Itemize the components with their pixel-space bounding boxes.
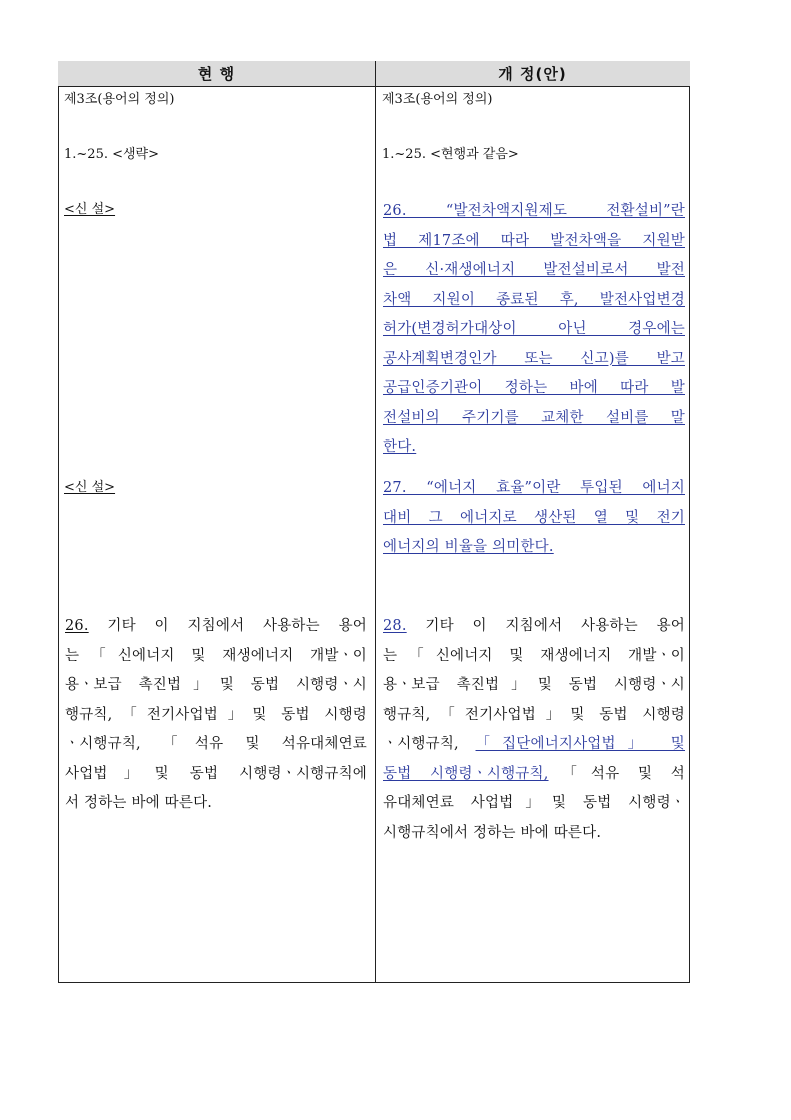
right-item-26-line: 허가(변경허가대상이 아닌 경우에는 — [383, 321, 685, 337]
right-item-28-line: 행규칙,「전기사업법」및 동법 시행령 — [383, 706, 685, 723]
right-article-title: 제3조(용어의 정의) — [382, 92, 493, 107]
right-item-28-line: 용ㆍ보급 촉진법」및 동법 시행령ㆍ시 — [383, 677, 685, 693]
right-item-28-line: 유대체연료 사업법」및 동법 시행령ㆍ — [383, 795, 685, 811]
right-item-28-inserted-text: 「집단에너지사업법」 및 — [475, 736, 685, 752]
right-item-26-line: 한다. — [383, 439, 417, 455]
right-item-1-25: 1.~25. <현행과 같음> — [382, 147, 519, 162]
right-item-27-new — [383, 474, 685, 563]
left-item-26-line: 는「신에너지 및 재생에너지 개발ㆍ이 — [65, 647, 367, 664]
left-item-26-line: 사업법」및 동법 시행령ㆍ시행규칙에 — [65, 765, 367, 782]
right-item-28 — [383, 612, 685, 848]
right-item-27-line: 에너지의 비율을 의미한다. — [383, 539, 554, 555]
header-amendment: 개 정(안) — [498, 65, 567, 83]
column-divider — [375, 61, 376, 983]
right-item-28-line: 동법 시행령ㆍ시행규칙,「석유 및 석 — [383, 765, 686, 782]
left-item-26-line: 26. 기타 이 지침에서 사용하는 용어 — [65, 618, 367, 634]
left-item-1-25: 1.~25. <생략> — [64, 147, 160, 162]
right-item-26-line: 은 신·재생에너지 발전설비로서 발전 — [383, 262, 685, 278]
left-item-26-number: 26. — [65, 618, 89, 634]
table-header — [58, 61, 690, 87]
right-item-26-line: 공급인증기관이 정하는 바에 따라 발 — [383, 380, 685, 396]
right-item-28-line: ㆍ시행규칙, 「집단에너지사업법」 및 — [383, 736, 685, 752]
left-item-26-line: 서 정하는 바에 따른다. — [65, 795, 213, 811]
right-item-28-line: 시행규칙에서 정하는 바에 따른다. — [383, 824, 602, 841]
left-new-placeholder-2: <신 설> — [64, 480, 116, 495]
right-item-26-line: 공사계획변경인가 또는 신고)를 받고 — [383, 350, 685, 367]
left-item-26-line: 용ㆍ보급 촉진법」및 동법 시행령ㆍ시 — [65, 677, 367, 693]
right-item-26-new — [383, 197, 685, 463]
right-item-26-line: 차액 지원이 종료된 후, 발전사업변경 — [383, 291, 685, 308]
right-item-28-number: 28. — [383, 618, 407, 634]
right-item-26-line: 전설비의 주기기를 교체한 설비를 말 — [383, 409, 685, 426]
right-item-26-line: 26. “발전차액지원제도 전환설비”란 — [383, 203, 685, 219]
right-item-28-line: 는「신에너지 및 재생에너지 개발ㆍ이 — [383, 647, 685, 664]
header-current: 현 행 — [197, 65, 236, 83]
right-item-28-inserted-text: 동법 시행령ㆍ시행규칙, — [383, 765, 549, 782]
left-article-title: 제3조(용어의 정의) — [64, 92, 175, 107]
right-item-28-line: 28. 기타 이 지침에서 사용하는 용어 — [383, 618, 685, 634]
right-item-26-line: 법 제17조에 따라 발전차액을 지원받 — [383, 232, 685, 249]
right-item-27-line: 27. “에너지 효율”이란 투입된 에너지 — [383, 480, 685, 496]
left-new-placeholder-1: <신 설> — [64, 202, 116, 217]
left-item-26-line: ㆍ시행규칙, 「석유 및 석유대체연료 — [65, 736, 367, 752]
left-item-26-line: 행규칙,「전기사업법」및 동법 시행령 — [65, 706, 367, 723]
left-item-26 — [65, 612, 367, 819]
right-item-27-line: 대비 그 에너지로 생산된 열 및 전기 — [383, 509, 685, 526]
